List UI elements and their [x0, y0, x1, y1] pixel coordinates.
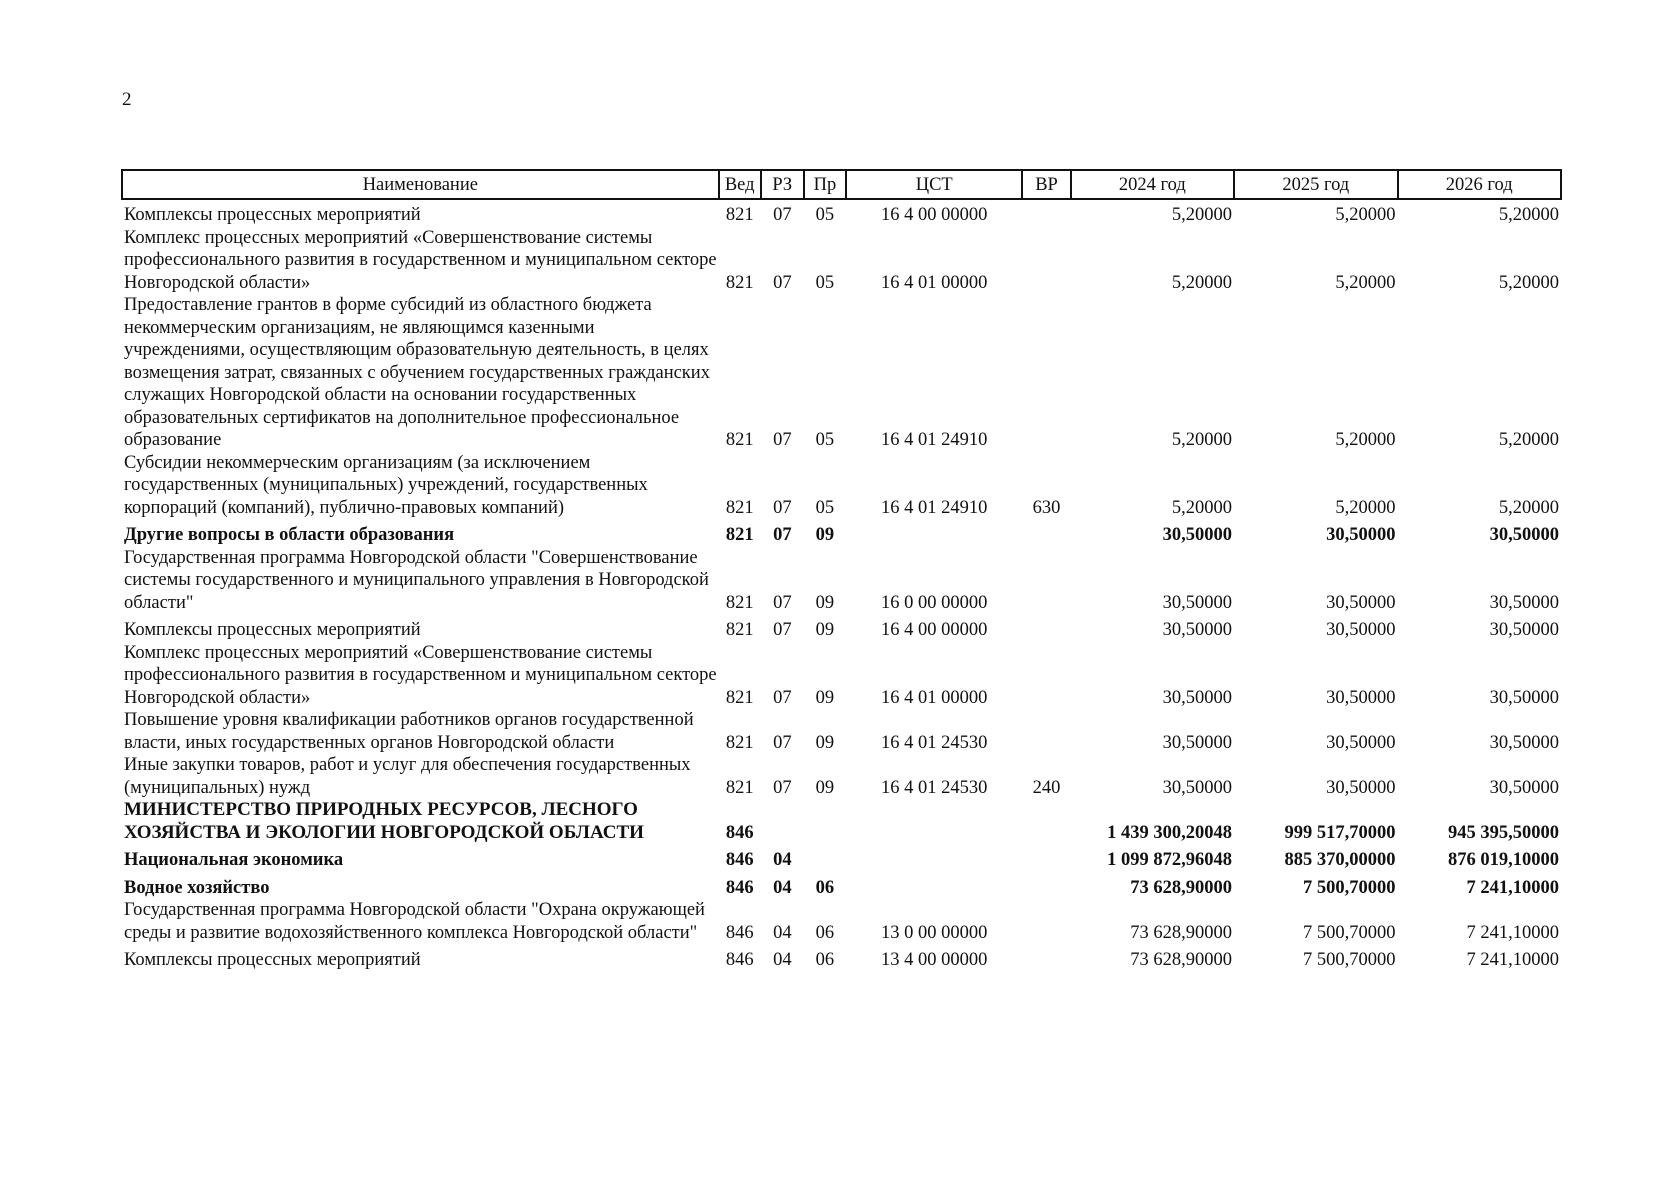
- table-row: [122, 227, 1561, 295]
- table-header: [122, 170, 1561, 199]
- row-rz: [761, 799, 804, 844]
- row-name: Другие вопросы в области образования: [124, 525, 455, 545]
- table-row: [122, 844, 1561, 872]
- budget-table: [121, 169, 1562, 972]
- row-vr: [1022, 614, 1070, 642]
- row-ved: 821: [725, 497, 754, 518]
- row-2024: 30,50000: [1162, 592, 1233, 613]
- row-2026: 30,50000: [1489, 620, 1559, 640]
- row-pr: 06: [815, 877, 835, 898]
- row-pr: 05: [815, 272, 835, 293]
- row-2026: 30,50000: [1489, 525, 1559, 545]
- row-pr: 05: [815, 205, 835, 225]
- row-2024: 30,50000: [1162, 620, 1233, 640]
- row-name: Повышение уровня квалификации работников органов государственной власти, иных государственных органов Новгородской области: [124, 710, 694, 753]
- row-2025: 5,20000: [1335, 205, 1396, 225]
- row-ved: 846: [725, 877, 754, 898]
- row-cst: 13 4 00 00000: [881, 950, 988, 970]
- row-ved: 821: [725, 205, 754, 225]
- row-2026: 5,20000: [1498, 430, 1559, 450]
- table-row: [122, 294, 1561, 452]
- col-header-vr: ВР: [1022, 170, 1070, 199]
- row-vr: [1022, 294, 1070, 452]
- row-2024: 5,20000: [1171, 205, 1233, 225]
- row-2024: 5,20000: [1171, 430, 1233, 450]
- row-vr: [1022, 547, 1070, 615]
- row-vr: [1022, 642, 1070, 710]
- row-rz: 07: [773, 732, 792, 753]
- row-cst: 16 4 00 00000: [881, 205, 988, 225]
- row-pr: 09: [815, 777, 835, 798]
- row-2024: 30,50000: [1162, 732, 1233, 753]
- row-ved: 821: [725, 525, 754, 545]
- row-2024: 1 099 872,96048: [1107, 850, 1233, 870]
- row-2026: 7 241,10000: [1466, 922, 1559, 943]
- row-2025: 30,50000: [1326, 732, 1396, 753]
- row-2026: 5,20000: [1498, 205, 1559, 225]
- row-cst: 16 4 01 24530: [881, 777, 988, 798]
- table-row: [122, 754, 1561, 799]
- row-cst: 16 0 00 00000: [881, 592, 988, 613]
- row-vr: [1022, 899, 1070, 944]
- col-header-pr: Пр: [804, 170, 846, 199]
- row-pr: 09: [815, 687, 835, 708]
- row-2024: 1 439 300,20048: [1107, 822, 1233, 843]
- table-row: [122, 642, 1561, 710]
- row-2026: 30,50000: [1489, 777, 1559, 798]
- row-2024: 73 628,90000: [1130, 950, 1233, 970]
- col-header-ved: Вед: [719, 170, 761, 199]
- row-cst: 16 4 01 24910: [881, 430, 988, 450]
- row-2025: 30,50000: [1326, 777, 1396, 798]
- row-ved: 821: [725, 777, 754, 798]
- row-rz: 04: [773, 950, 792, 970]
- row-pr: 05: [815, 430, 835, 450]
- row-vr: [1022, 944, 1070, 972]
- row-rz: 07: [773, 497, 792, 518]
- row-ved: 821: [725, 687, 754, 708]
- row-cst: 16 4 01 00000: [881, 687, 988, 708]
- row-ved: 821: [725, 592, 754, 613]
- row-rz: 07: [773, 205, 792, 225]
- row-2026: 7 241,10000: [1466, 950, 1559, 970]
- row-name: Субсидии некоммерческим организациям (за исключением государственных (муниципальных) учреждений, государственных корпораций (компаний), публично-правовых компаний): [124, 452, 648, 518]
- row-2024: 73 628,90000: [1130, 922, 1233, 943]
- row-name: Государственная программа Новгородской области "Совершенствование системы государственного и муниципального управления в Новгородской области": [124, 547, 709, 613]
- row-2026: 5,20000: [1498, 497, 1559, 518]
- row-rz: 07: [773, 620, 792, 640]
- row-name: Государственная программа Новгородской области "Охрана окружающей среды и развитие водохозяйственного комплекса Новгородской области": [124, 900, 705, 943]
- row-rz: 07: [773, 525, 792, 545]
- table-row: [122, 614, 1561, 642]
- row-2024: 5,20000: [1171, 272, 1233, 293]
- row-2026: 945 395,50000: [1448, 822, 1559, 843]
- row-pr: 09: [815, 592, 835, 613]
- row-2025: 5,20000: [1335, 430, 1396, 450]
- row-pr: [804, 844, 846, 872]
- table-row: [122, 452, 1561, 520]
- row-2024: 30,50000: [1162, 525, 1233, 545]
- row-name: Комплексы процессных мероприятий: [124, 620, 421, 640]
- row-2024: 5,20000: [1171, 497, 1233, 518]
- row-vr: [1022, 872, 1070, 900]
- row-pr: 05: [815, 497, 835, 518]
- row-2025: 7 500,70000: [1303, 877, 1396, 898]
- row-name: Комплексы процессных мероприятий: [124, 205, 421, 225]
- row-2025: 5,20000: [1335, 272, 1396, 293]
- table-row: [122, 799, 1561, 844]
- row-2025: 5,20000: [1335, 497, 1396, 518]
- col-header-name: Наименование: [122, 170, 719, 199]
- row-rz: 07: [773, 777, 792, 798]
- row-pr: [804, 799, 846, 844]
- row-name: Комплекс процессных мероприятий «Совершенствование системы профессионального развития в государственном и муниципальном секторе Новгородской области»: [124, 642, 717, 708]
- row-cst: 13 0 00 00000: [881, 922, 988, 943]
- row-cst: 16 4 01 24910: [881, 497, 988, 518]
- table-row: [122, 199, 1561, 227]
- row-ved: 821: [725, 272, 754, 293]
- col-header-2026: 2026 год: [1398, 170, 1562, 199]
- row-2025: 30,50000: [1326, 687, 1396, 708]
- row-rz: 07: [773, 272, 792, 293]
- row-rz: 07: [773, 687, 792, 708]
- table-body: [122, 199, 1561, 972]
- row-rz: 04: [773, 877, 792, 898]
- table-row: [122, 519, 1561, 547]
- row-2024: 30,50000: [1162, 687, 1233, 708]
- row-vr: [1022, 227, 1070, 295]
- row-cst: [846, 519, 1022, 547]
- row-rz: 04: [773, 922, 792, 943]
- row-2026: 876 019,10000: [1448, 850, 1559, 870]
- row-vr: [1022, 709, 1070, 754]
- row-pr: 06: [815, 922, 835, 943]
- row-2025: 7 500,70000: [1303, 950, 1396, 970]
- row-cst: 16 4 01 00000: [881, 272, 988, 293]
- table-row: [122, 709, 1561, 754]
- row-name: МИНИСТЕРСТВО ПРИРОДНЫХ РЕСУРСОВ, ЛЕСНОГО ХОЗЯЙСТВА И ЭКОЛОГИИ НОВГОРОДСКОЙ ОБЛАСТИ: [124, 799, 644, 843]
- row-ved: 846: [725, 850, 754, 870]
- row-vr: [1022, 799, 1070, 844]
- table-row: [122, 547, 1561, 615]
- row-2025: 30,50000: [1326, 620, 1396, 640]
- table-row: [122, 872, 1561, 900]
- row-ved: 846: [725, 950, 754, 970]
- row-rz: 07: [773, 592, 792, 613]
- row-pr: 06: [815, 950, 835, 970]
- row-ved: 846: [725, 922, 754, 943]
- row-cst: [846, 872, 1022, 900]
- row-2025: 999 517,70000: [1284, 822, 1396, 843]
- row-rz: 07: [773, 430, 792, 450]
- row-name: Комплекс процессных мероприятий «Совершенствование системы профессионального развития в государственном и муниципальном секторе Новгородской области»: [124, 227, 717, 293]
- row-2026: 5,20000: [1498, 272, 1559, 293]
- row-2026: 30,50000: [1489, 592, 1559, 613]
- row-2026: 30,50000: [1489, 687, 1559, 708]
- row-ved: 821: [725, 620, 754, 640]
- table-row: [122, 899, 1561, 944]
- row-2025: 30,50000: [1326, 525, 1396, 545]
- row-ved: 821: [725, 732, 754, 753]
- col-header-2025: 2025 год: [1234, 170, 1397, 199]
- row-cst: 16 4 01 24530: [881, 732, 988, 753]
- row-2024: 73 628,90000: [1130, 877, 1233, 898]
- row-vr: 630: [1032, 497, 1061, 518]
- row-cst: [846, 844, 1022, 872]
- row-2025: 7 500,70000: [1303, 922, 1396, 943]
- row-name: Водное хозяйство: [124, 877, 270, 898]
- row-vr: 240: [1032, 777, 1061, 798]
- table-row: [122, 944, 1561, 972]
- col-header-rz: РЗ: [761, 170, 804, 199]
- row-name: Комплексы процессных мероприятий: [124, 950, 421, 970]
- page-number: 2: [122, 89, 132, 110]
- row-vr: [1022, 199, 1070, 227]
- col-header-2024: 2024 год: [1071, 170, 1234, 199]
- row-vr: [1022, 519, 1070, 547]
- row-name: Национальная экономика: [124, 850, 344, 870]
- row-2026: 7 241,10000: [1466, 877, 1559, 898]
- row-name: Предоставление грантов в форме субсидий из областного бюджета некоммерческим организациям, не являющимся казенными учреждениями, осуществляющим образовательную деятельность, в целях возмещения затрат, связанных с обучением государственных гражданских служащих Новгородской области на основании государственных образовательных сертификатов на дополнительное профессиональное образование: [124, 295, 710, 450]
- row-ved: 846: [725, 822, 754, 843]
- col-header-cst: ЦСТ: [846, 170, 1022, 199]
- row-2025: 30,50000: [1326, 592, 1396, 613]
- row-pr: 09: [815, 620, 835, 640]
- row-name: Иные закупки товаров, работ и услуг для обеспечения государственных (муниципальных) нужд: [124, 755, 691, 798]
- row-ved: 821: [725, 430, 754, 450]
- row-pr: 09: [815, 732, 835, 753]
- row-pr: 09: [815, 525, 835, 545]
- row-2026: 30,50000: [1489, 732, 1559, 753]
- row-rz: 04: [773, 850, 792, 870]
- row-cst: [846, 799, 1022, 844]
- row-2024: 30,50000: [1162, 777, 1233, 798]
- row-cst: 16 4 00 00000: [881, 620, 988, 640]
- row-2025: 885 370,00000: [1284, 850, 1396, 870]
- row-vr: [1022, 844, 1070, 872]
